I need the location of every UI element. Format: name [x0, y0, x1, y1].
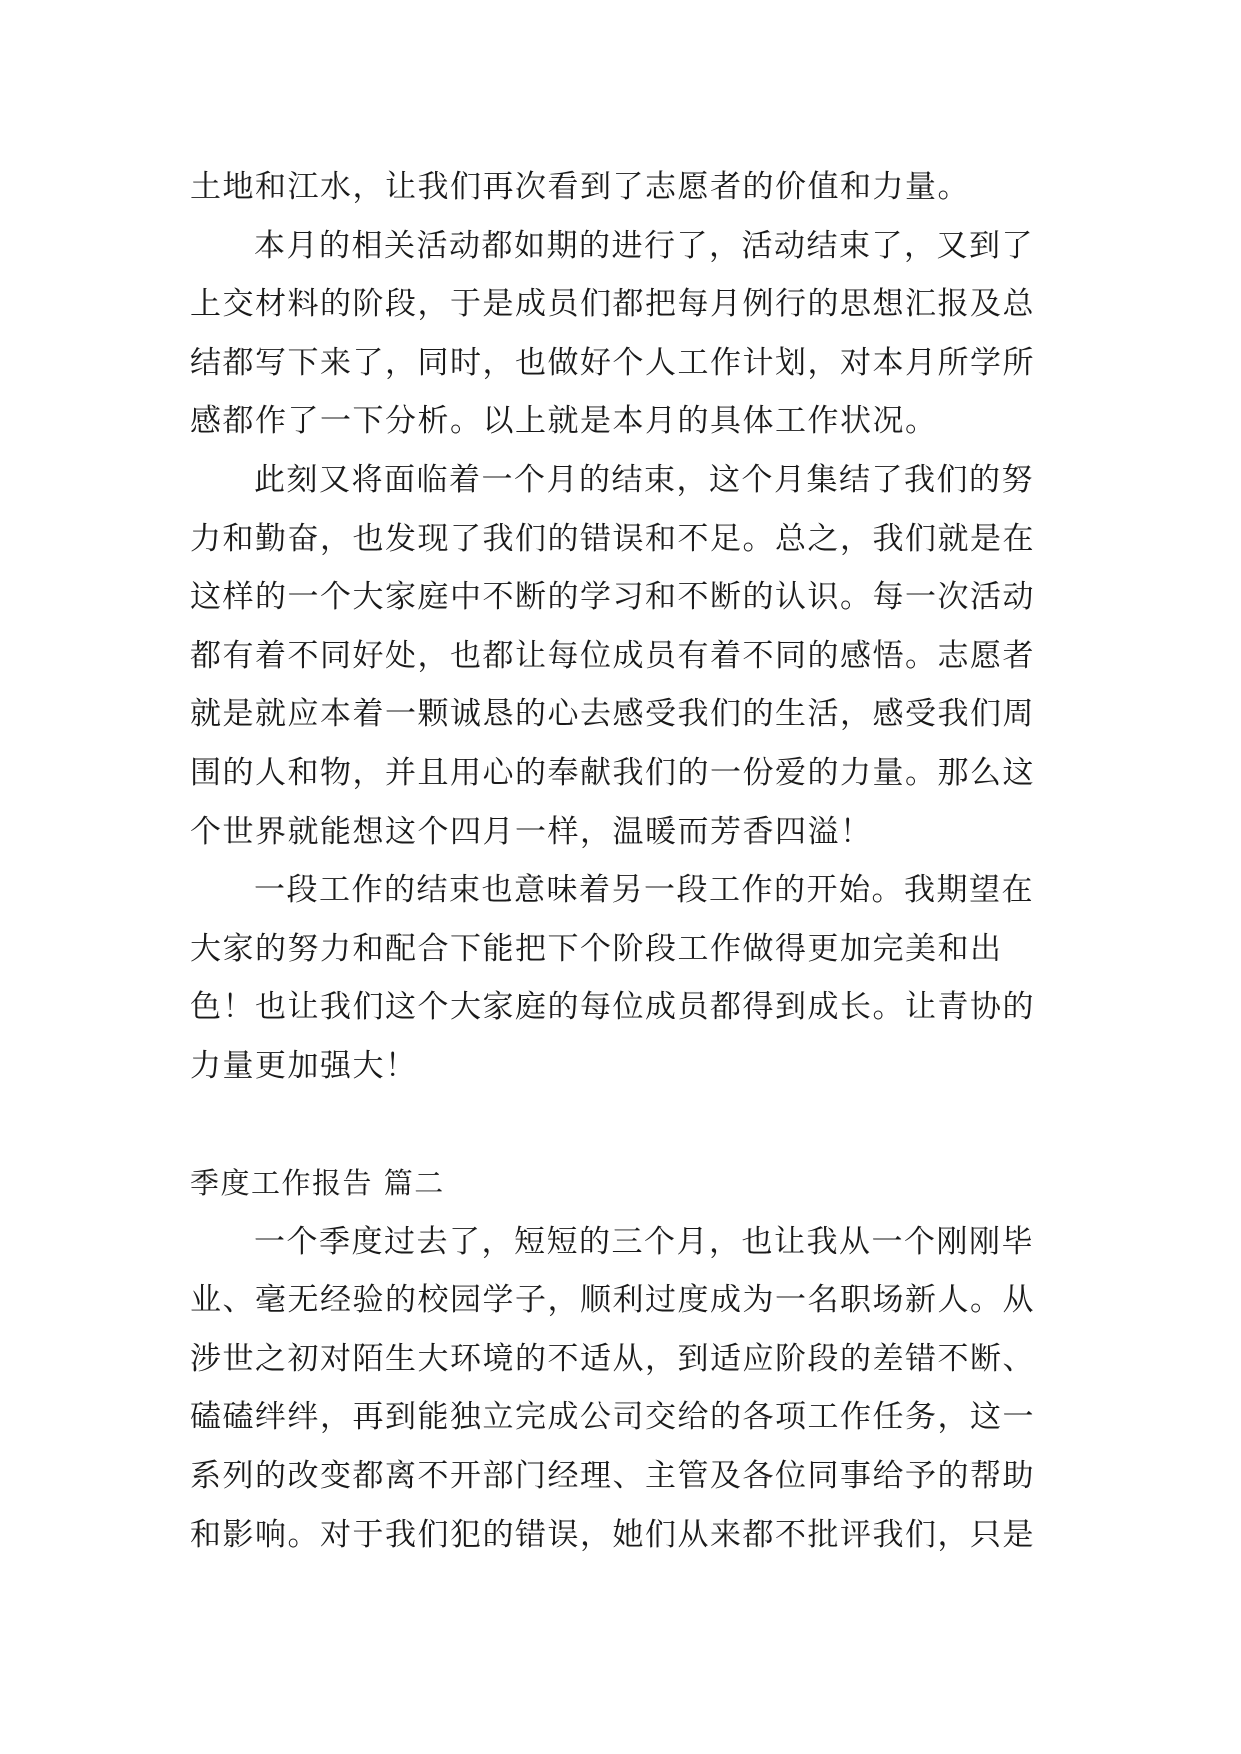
paragraph-continuation: [190, 158, 1070, 217]
text-line: 土地和江水，让我们再次看到了志愿者的价值和力量。: [190, 169, 970, 205]
text-line: 磕磕绊绊，再到能独立完成公司交给的各项工作任务，这一: [190, 1399, 1035, 1436]
section-heading: 季度工作报告 篇二: [190, 1166, 445, 1201]
text-line: 一段工作的结束也意味着另一段工作的开始。我期望在: [254, 872, 1034, 909]
text-line: 此刻又将面临着一个月的结束，这个月集结了我们的努: [254, 461, 1034, 498]
text-line: 这样的一个大家庭中不断的学习和不断的认识。每一次活动: [190, 579, 1035, 616]
paragraph: [190, 861, 1070, 1095]
text-line: 个世界就能想这个四月一样，温暖而芳香四溢！: [190, 813, 873, 850]
text-line: 涉世之初对陌生大环境的不适从，到适应阶段的差错不断、: [190, 1340, 1035, 1377]
paragraph: [190, 451, 1070, 861]
text-line: 力量更加强大！: [190, 1047, 418, 1084]
text-line: 围的人和物，并且用心的奉献我们的一份爱的力量。那么这: [190, 754, 1035, 791]
text-line: 都有着不同好处，也都让每位成员有着不同的感悟。志愿者: [190, 637, 1035, 674]
text-line: 一个季度过去了，短短的三个月，也让我从一个刚刚毕: [254, 1223, 1034, 1260]
section-spacer: [190, 1096, 1070, 1155]
paragraph: [190, 1213, 1070, 1565]
paragraph: [190, 217, 1070, 451]
text-line: 力和勤奋，也发现了我们的错误和不足。总之，我们就是在: [190, 520, 1035, 557]
text-line: 就是就应本着一颗诚恳的心去感受我们的生活，感受我们周: [190, 696, 1035, 733]
text-line: 系列的改变都离不开部门经理、主管及各位同事给予的帮助: [190, 1458, 1035, 1495]
text-line: 感都作了一下分析。以上就是本月的具体工作状况。: [190, 403, 938, 440]
text-line: 结都写下来了，同时，也做好个人工作计划，对本月所学所: [190, 344, 1035, 381]
text-line: 业、毫无经验的校园学子，顺利过度成为一名职场新人。从: [190, 1282, 1035, 1319]
text-line: 本月的相关活动都如期的进行了，活动结束了，又到了: [254, 227, 1034, 264]
text-line: 大家的努力和配合下能把下个阶段工作做得更加完美和出: [190, 930, 1003, 967]
text-line: 上交材料的阶段，于是成员们都把每月例行的思想汇报及总: [190, 286, 1035, 323]
text-line: 色！也让我们这个大家庭的每位成员都得到成长。让青协的: [190, 989, 1035, 1026]
text-line: 和影响。对于我们犯的错误，她们从来都不批评我们，只是: [190, 1516, 1035, 1553]
document-body: [190, 158, 1070, 1564]
